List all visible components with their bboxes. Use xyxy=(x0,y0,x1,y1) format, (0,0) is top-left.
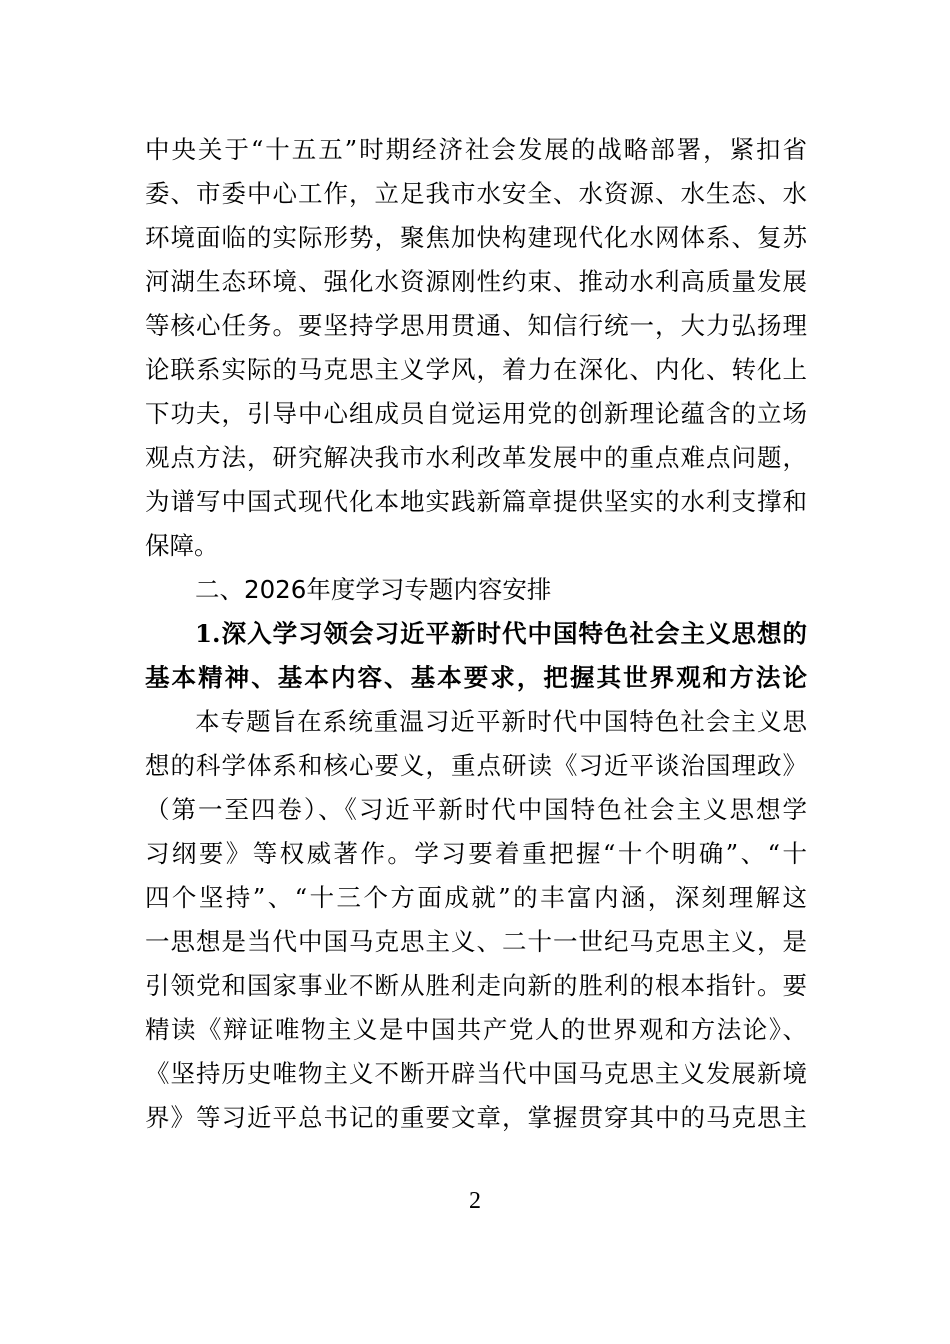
text-line: 一思想是当代中国马克思主义、二十一世纪马克思主义，是 xyxy=(145,927,807,956)
paragraph-topic-description xyxy=(145,700,807,1140)
text-line: 精读《辩证唯物主义是中国共产党人的世界观和方法论》、 xyxy=(145,1015,807,1044)
topic-title-line: 1.深入学习领会习近平新时代中国特色社会主义思想的 xyxy=(195,619,807,648)
text-line: 想的科学体系和核心要义，重点研读《习近平谈治国理政》 xyxy=(145,751,807,780)
text-line: 观点方法，研究解决我市水利改革发展中的重点难点问题， xyxy=(145,443,807,472)
text-line: 等核心任务。要坚持学思用贯通、知信行统一，大力弘扬理 xyxy=(145,311,807,340)
text-line: 河湖生态环境、强化水资源刚性约束、推动水利高质量发展 xyxy=(145,267,807,296)
text-line: 《坚持历史唯物主义不断开辟当代中国马克思主义发展新境 xyxy=(145,1059,807,1088)
topic-title xyxy=(145,612,807,700)
page-number: 2 xyxy=(469,1188,481,1214)
text-line: 四个坚持”、“十三个方面成就”的丰富内涵，深刻理解这 xyxy=(145,883,807,912)
text-line: 委、市委中心工作，立足我市水安全、水资源、水生态、水 xyxy=(145,179,807,208)
section-heading: 二、2026年度学习专题内容安排 xyxy=(195,575,552,604)
text-line: 为谱写中国式现代化本地实践新篇章提供坚实的水利支撑和 xyxy=(145,487,807,516)
text-line: 中央关于“十五五”时期经济社会发展的战略部署，紧扣省 xyxy=(145,135,807,164)
text-line: 下功夫，引导中心组成员自觉运用党的创新理论蕴含的立场 xyxy=(145,399,807,428)
paragraph-strategy xyxy=(145,128,807,568)
text-line: 引领党和国家事业不断从胜利走向新的胜利的根本指针。要 xyxy=(145,971,807,1000)
text-line: （第一至四卷）、《习近平新时代中国特色社会主义思想学 xyxy=(145,795,807,824)
text-line: 界》等习近平总书记的重要文章，掌握贯穿其中的马克思主 xyxy=(145,1103,807,1132)
text-line: 保障。 xyxy=(145,531,219,560)
text-line: 习纲要》等权威著作。学习要着重把握“十个明确”、“十 xyxy=(145,839,807,868)
text-line: 环境面临的实际形势，聚焦加快构建现代化水网体系、复苏 xyxy=(145,223,807,252)
topic-title-line: 基本精神、基本内容、基本要求，把握其世界观和方法论 xyxy=(145,663,807,692)
text-line: 本专题旨在系统重温习近平新时代中国特色社会主义思 xyxy=(195,707,807,736)
page-content xyxy=(145,128,807,1140)
text-line: 论联系实际的马克思主义学风，着力在深化、内化、转化上 xyxy=(145,355,807,384)
